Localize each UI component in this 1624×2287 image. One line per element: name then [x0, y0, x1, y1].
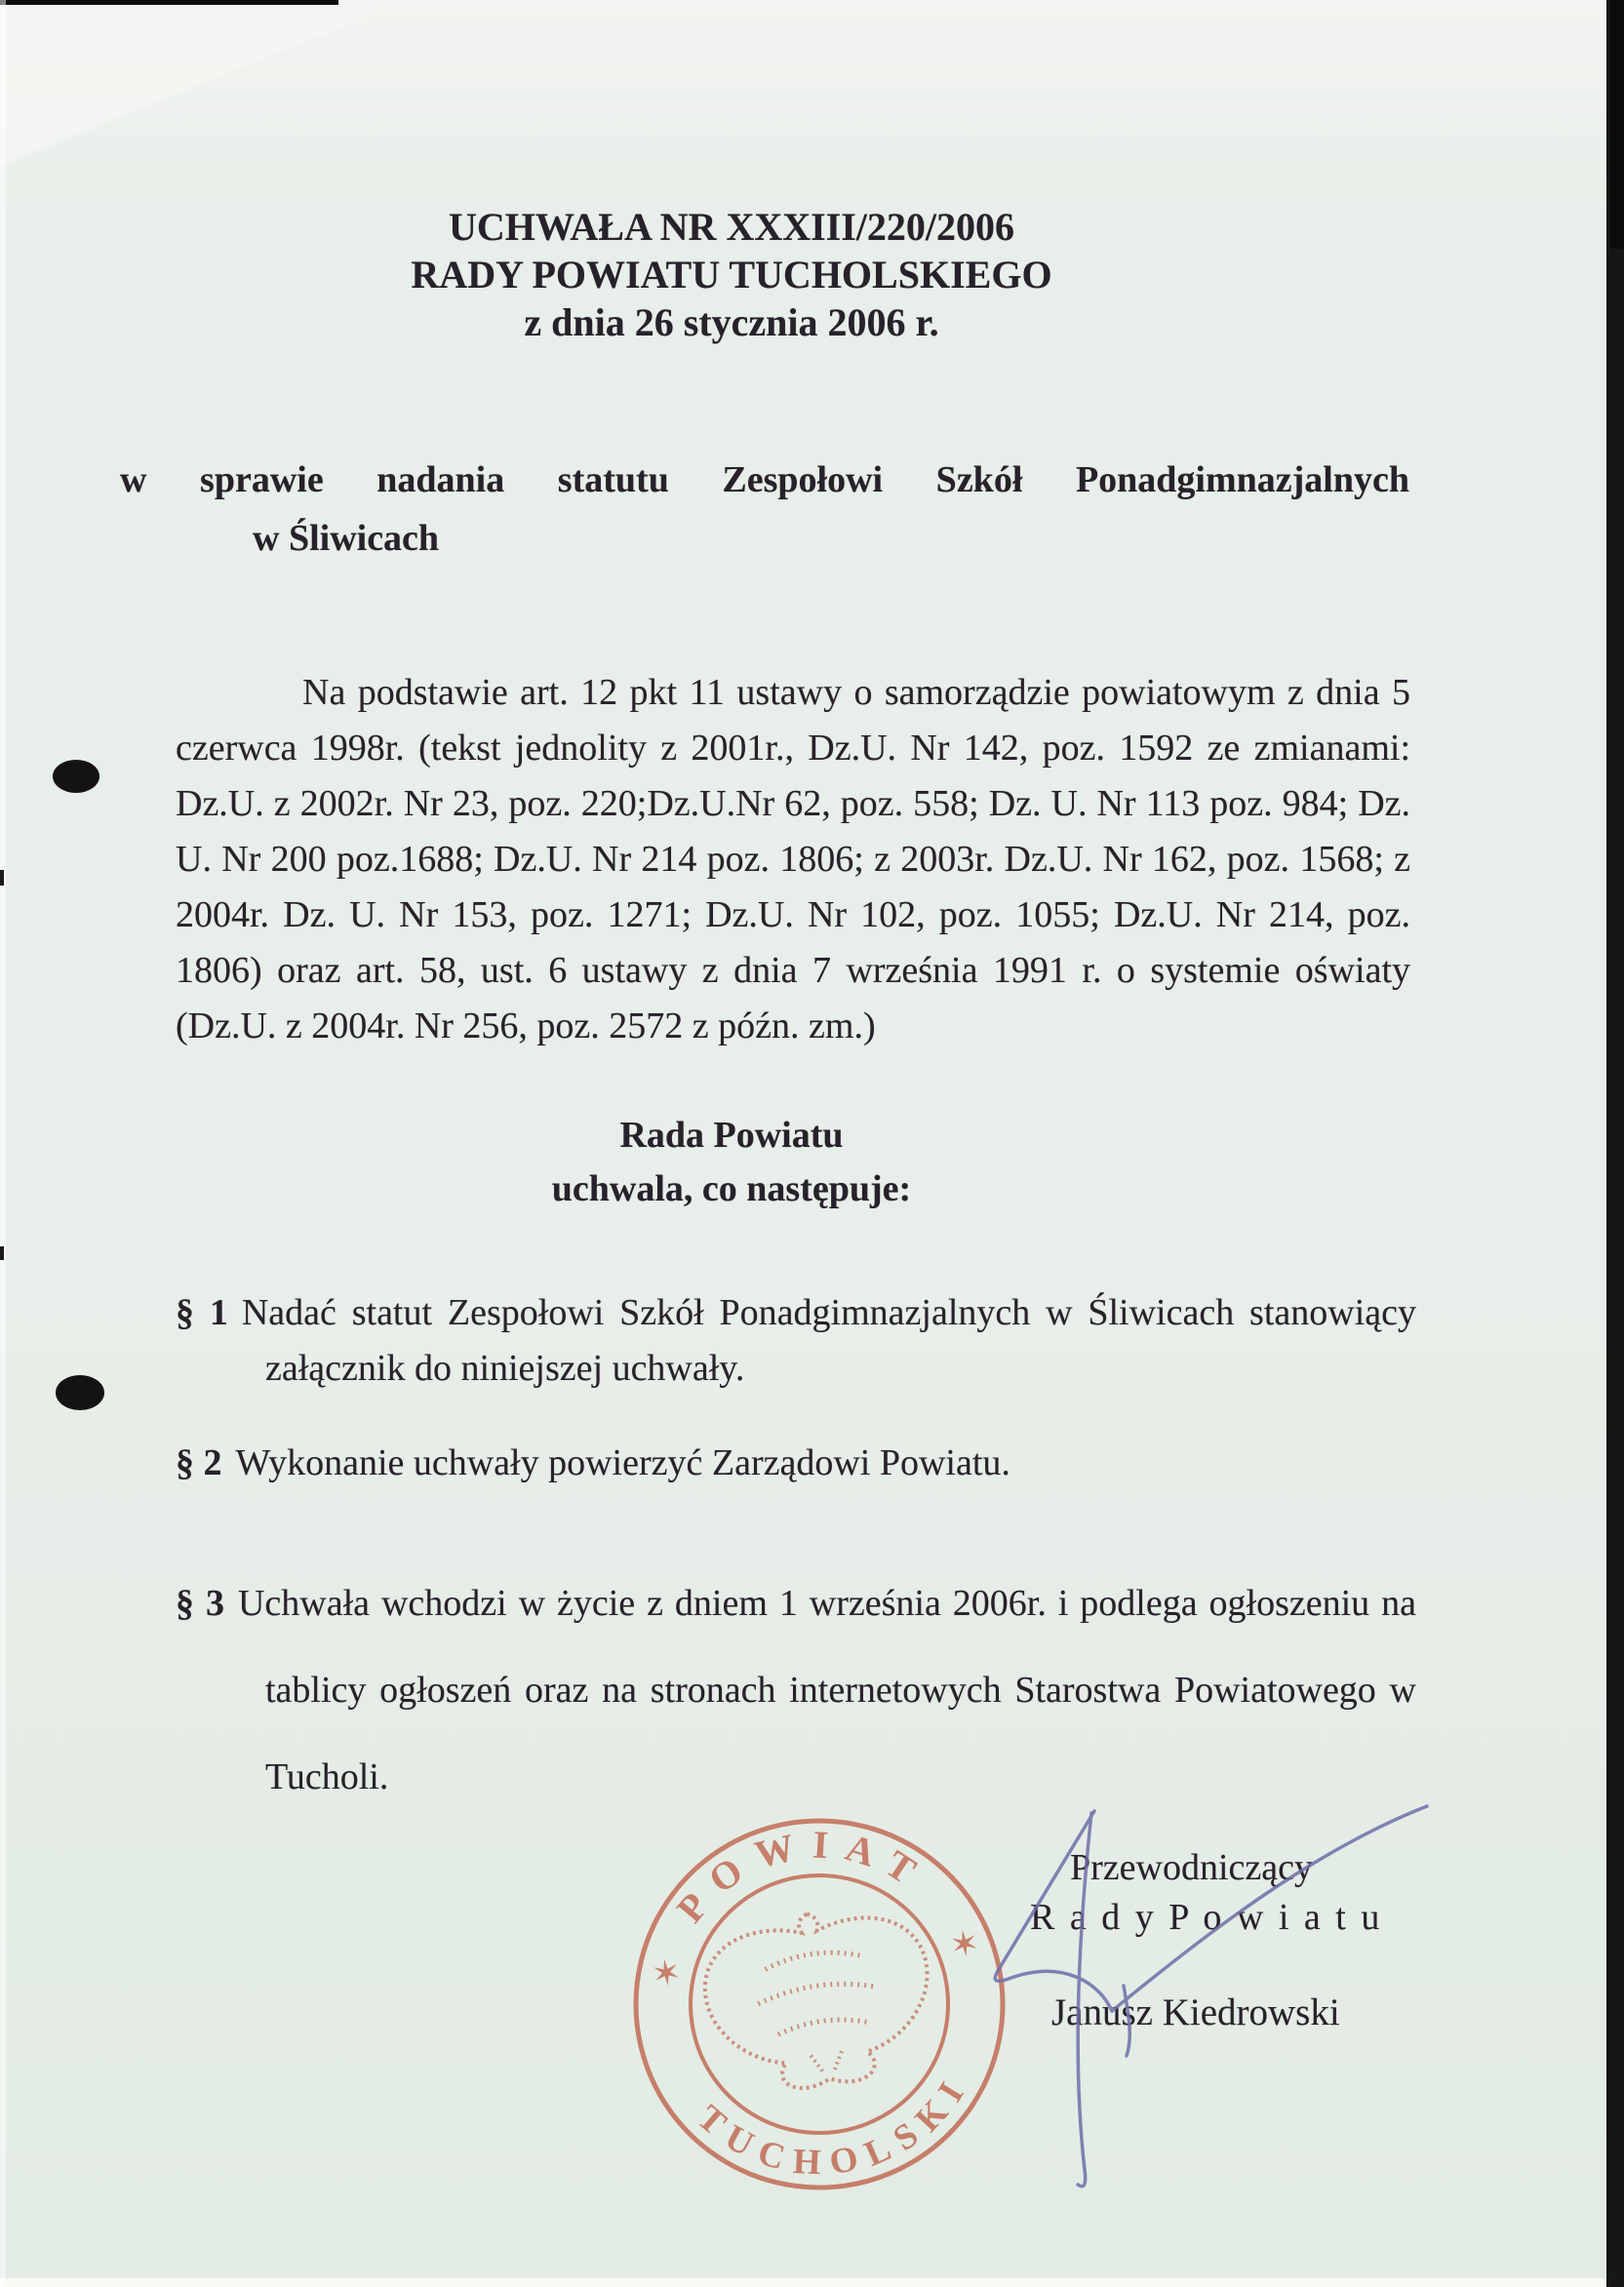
resolution-date: z dnia 26 stycznia 2006 r. [524, 300, 939, 344]
signer-name: Janusz Kiedrowski [1051, 1991, 1340, 2033]
scan-edge-top [0, 0, 338, 5]
section-1-label: § 1 [176, 1292, 228, 1333]
resolution-title [0, 203, 1463, 346]
scan-speck [0, 870, 4, 886]
eagle-crest-icon [696, 1899, 941, 2100]
section-3-text: Uchwała wchodzi w życie z dniem 1 września 2006r. i podlega ogłoszeniu na tablicy ogłoszeń oraz na stronach internetowych Starostwa Powiatowego w Tucholi. [237, 1583, 1417, 1797]
section-2-label: § 2 [176, 1442, 222, 1483]
resolution-number: UCHWAŁA NR XXXIII/220/2006 [448, 205, 1015, 249]
section-3-label: § 3 [176, 1583, 224, 1624]
legal-basis-paragraph: Na podstawie art. 12 pkt 11 ustawy o samorządzie powiatowym z dnia 5 czerwca 1998r. (tekst jednolity z 2001r., Dz.U. Nr 142, poz. 1592 ze zmianami: Dz.U. z 2002r. Nr 23, poz. 220;Dz.U.Nr 62, poz. 558; Dz. U. Nr 113 poz. 984; Dz. U. Nr 200 poz.1688; Dz.U. Nr 214 poz. 1806; z 2003r. Dz.U. Nr 162, poz. 1568; z 2004r. Dz. U. Nr 153, poz. 1271; Dz.U. Nr 102, poz. 1055; Dz.U. Nr 214, poz. 1806) oraz art. 58, ust. 6 ustawy z dnia 7 września 1991 r. o systemie oświaty (Dz.U. z 2004r. Nr 256, poz. 2572 z późn. zm.) [176, 672, 1410, 1046]
subject-line-1: w sprawie nadania statutu Zespołowi Szkół Ponadgimnazjalnych [120, 459, 1409, 500]
scan-speck [0, 1246, 4, 1260]
scan-edge-right-top [1610, 0, 1624, 249]
enacting-line-2: uchwala, co następuje: [551, 1168, 912, 1209]
scan-edge-bottom [0, 2278, 1606, 2287]
enacting-formula [0, 1109, 1463, 1216]
section-1-text: Nadać statut Zespołowi Szkół Ponadgimnazjalnych w Śliwicach stanowiący załącznik do niniejszej uchwały. [241, 1292, 1417, 1389]
stamp-star-left-icon: ✶ [649, 1952, 684, 1995]
hole-punch-top [53, 760, 99, 793]
handwritten-signature [956, 1775, 1463, 2224]
stamp-bottom-text: TUCHOLSKI [689, 2066, 978, 2184]
issuing-body: RADY POWIATU TUCHOLSKIEGO [411, 253, 1052, 296]
hole-punch-bottom [56, 1375, 104, 1410]
stamp-top-text: POWIAT [667, 1821, 937, 1931]
scan-edge-right [1606, 0, 1624, 2287]
signer-role-line-2: R a d y P o w i a t u [1030, 1897, 1383, 1938]
section-paragraph-1 [176, 1285, 1416, 1397]
signer-role-line-1: Przewodniczący [1070, 1847, 1313, 1888]
stamp-star-right-icon: ✶ [947, 1922, 982, 1966]
enacting-line-1: Rada Powiatu [619, 1115, 844, 1156]
section-paragraph-2 [176, 1436, 1416, 1491]
scan-corner-highlight [0, 0, 410, 166]
resolution-subject [120, 451, 1409, 568]
section-2-text: Wykonanie uchwały powierzyć Zarządowi Powiatu. [235, 1442, 1010, 1483]
subject-line-2: w Śliwicach [253, 518, 440, 559]
